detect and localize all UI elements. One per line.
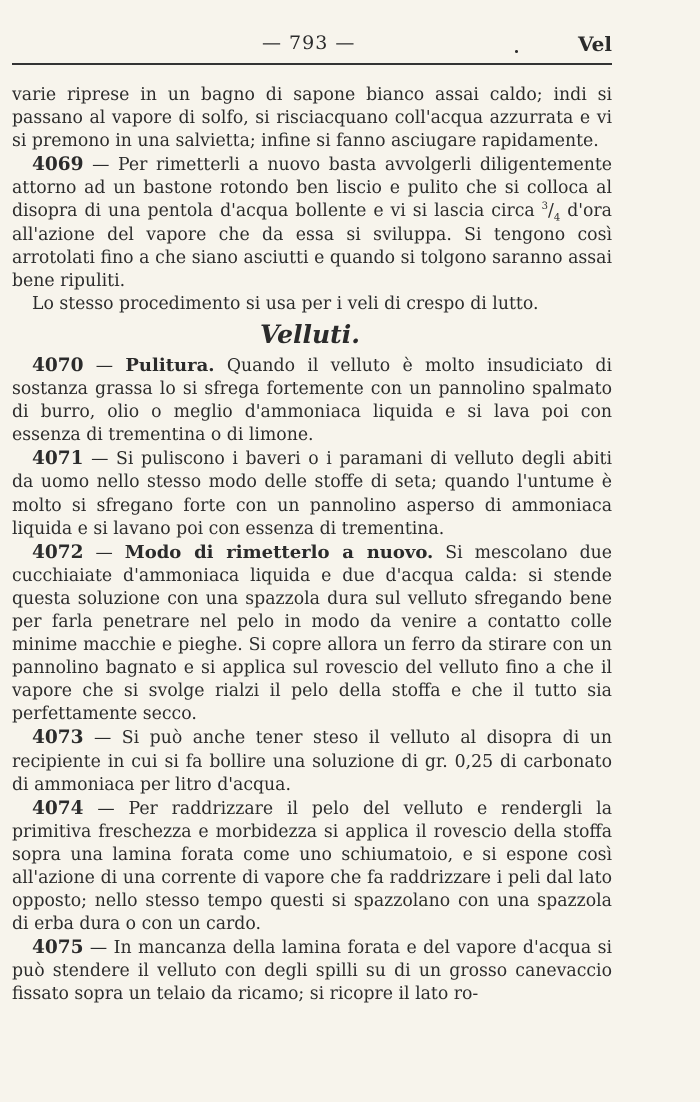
paragraph-continued	[12, 84, 612, 153]
paragraph-lutto	[12, 293, 612, 316]
entry-4074	[12, 797, 612, 937]
fraction-denominator: 4	[553, 212, 561, 224]
entry-number: 4074	[32, 797, 84, 819]
entry-4072	[12, 541, 612, 727]
entry-number: 4075	[32, 937, 84, 959]
entry-4075	[12, 936, 612, 1006]
entry-text: — Si può anche tener steso il velluto al disopra di un recipiente in cui si fa bollire una soluzione di gr. 0,25 di carbonato di ammoniaca per litro d'acqua.	[12, 728, 612, 795]
entry-text: Quando il velluto è molto insudiciato di sostanza grassa lo si sfrega fortemente con un pannolino spalmato di burro, olio o meglio d'ammoniaca liquida e si lava poi con essenza di trementina o di limone.	[12, 355, 612, 446]
entry-number: 4071	[32, 448, 84, 470]
entry-dash: —	[83, 355, 126, 376]
entry-number: 4070	[32, 354, 84, 376]
entry-text-cont: d'ora all'azione del vapore che da essa si sviluppa. Si tengono così arrotolati fino a che siano asciutti e quando si tolgono saranno assai bene ripuliti.	[12, 201, 612, 291]
entry-4073	[12, 726, 612, 796]
entry-number: 4073	[32, 727, 84, 749]
entry-4071	[12, 447, 612, 540]
entry-text: — Per raddrizzare il pelo del velluto e rendergli la primitiva freschezza e morbidezza si applica il rovescio della stoffa sopra una lamina forata come uno schiumatoio, e si espone così all'azione di una corrente di vapore che fa raddrizzare i peli dal lato opposto; nello stesso tempo questi si spazzolano con una spazzola di erba dura o con un cardo.	[12, 798, 612, 935]
paragraph-text: Lo stesso procedimento si usa per i veli di crespo di lutto.	[32, 293, 539, 314]
header-rule	[12, 63, 612, 65]
entry-number: 4069	[32, 154, 84, 176]
page-number: — 793 —	[262, 32, 356, 54]
running-head: Vel	[577, 32, 612, 56]
paragraph-text: varie riprese in un bagno di sapone bianco assai caldo; indi si passano al vapore di solfo, si risciacquano coll'acqua azzurrata e vi si premono in una salvietta; infine si fanno asciugare rapidamente.	[12, 85, 612, 152]
entry-dash: —	[83, 542, 125, 563]
entry-text: — Si puliscono i baveri o i paramani di velluto degli abiti da uomo nello stesso modo delle stoffe di seta; quando l'untume è molto si sfregano forte con un pannolino asperso di ammoniaca liquida e si lavano poi con essenza di trementina.	[12, 449, 612, 539]
entry-4069: 4069 — Per rimetterli a nuovo basta avvolgerli diligentemente attorno ad un bastone rotondo ben liscio e pulito che si colloca al disopra di una pentola d'acqua bollente e vi si lascia circa $^3/_4$ d'ora all'azione del vapore che da essa si sviluppa. Si tengono così arrotolati fino a che siano asciutti e quando si tolgono saranno assai bene ripuliti.	[12, 154, 612, 291]
entry-text: Si mescolano due cucchiaiate d'ammoniaca liquida e due d'acqua calda: si stende questa soluzione con una spazzola dura sul velluto sfregando bene per farla penetrare nel pelo in modo da venire a contatto colle minime macchie e pieghe. Si copre allora un ferro da stirare con un pannolino bagnato e si applica sul rovescio del velluto fino a che il vapore che si svolge rialzi il pelo della stoffa e che il tutto sia perfettamente secco.	[12, 542, 612, 725]
entry-text: — Per rimetterli a nuovo basta avvolgerli diligentemente attorno ad un bastone rotondo ben liscio e pulito che si colloca al disopra di una pentola d'acqua bollente e vi si lascia circa	[12, 155, 612, 222]
entry-number: 4072	[32, 541, 84, 563]
entry-4070	[12, 354, 612, 447]
page-header	[12, 30, 612, 60]
entry-title: Modo di rimetterlo a nuovo.	[124, 541, 434, 563]
header-dot	[515, 50, 518, 53]
fraction-numerator: 3	[541, 201, 549, 213]
section-title: Velluti.	[260, 319, 360, 349]
page-body	[12, 84, 612, 1007]
entry-text: — In mancanza della lamina forata e del vapore d'acqua si può stendere il velluto con degli spilli su di un grosso canevaccio fissato sopra un telaio da ricamo; si ricopre il lato ro-	[12, 938, 612, 1005]
entry-title: Pulitura.	[125, 354, 215, 376]
